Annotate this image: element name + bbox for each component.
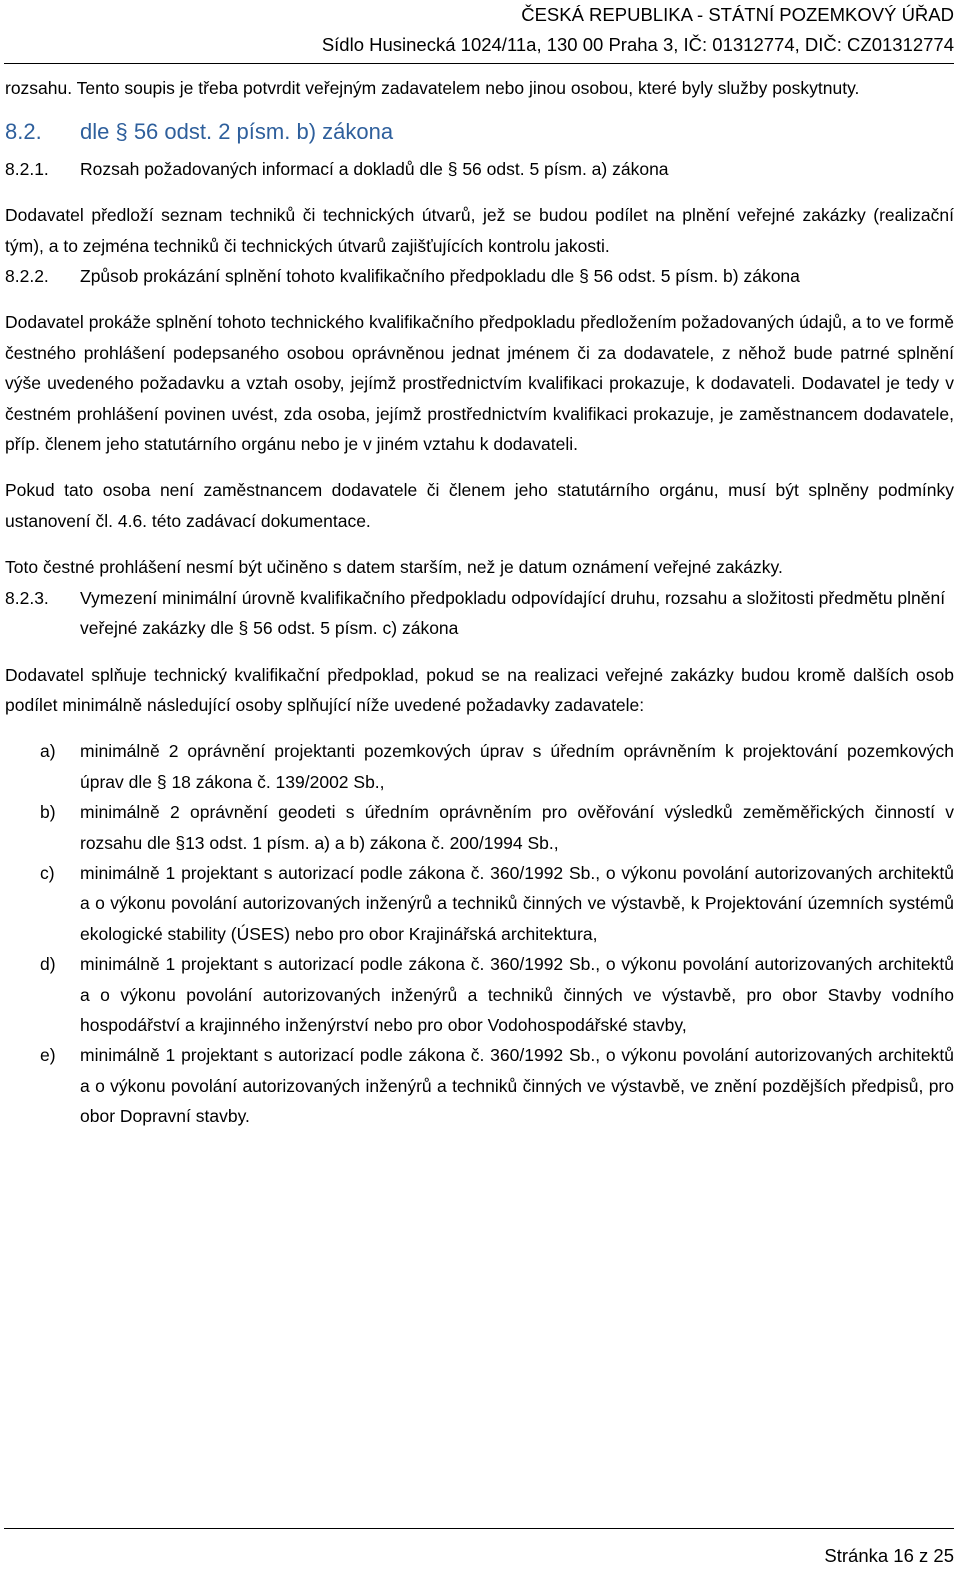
list-text: minimálně 1 projektant s autorizací podle zákona č. 360/1992 Sb., o výkonu povolání autorizovaných architektů a o výkonu povolání autorizovaných inženýrů a techniků činných ve výstavbě, ve znění pozdějších předpisů, pro obor Dopravní stavby. [80, 1045, 954, 1127]
list-label: a) [40, 741, 56, 762]
list-text: minimálně 2 oprávnění projektanti pozemkových úprav s úředním oprávněním k projektování pozemkových úprav dle § 18 zákona č. 139/2002 Sb., [80, 741, 954, 792]
requirements-list [5, 736, 954, 1131]
paragraph-8-2-2-b: Pokud tato osoba není zaměstnancem dodavatele či členem jeho statutárního orgánu, musí být splněny podmínky ustanovení čl. 4.6. této zadávací dokumentace. [5, 480, 954, 531]
heading-8-2-2 [5, 261, 954, 291]
list-item [5, 736, 954, 797]
paragraph-8-2-2-c: Toto čestné prohlášení nesmí být učiněno s datem starším, než je datum oznámení veřejné zakázky. [5, 557, 783, 578]
heading-text: dle § 56 odst. 2 písm. b) zákona [80, 119, 394, 145]
paragraph-8-2-2-a: Dodavatel prokáže splnění tohoto technického kvalifikačního předpokladu předložením požadovaných údajů, a to ve formě čestného prohlášení podepsaného osobou oprávněnou jednat jménem či za dodavatele, z něhož bude patrné splnění výše uvedeného požadavku a vztah osoby, jejímž prostřednictvím kvalifikaci prokazuje, k dodavateli. Dodavatel je tedy v čestném prohlášení povinen uvést, zda osoba, jejímž prostřednictvím kvalifikaci prokazuje, je zaměstnancem dodavatele, příp. členem jeho statutárního orgánu nebo je v jiném vztahu k dodavateli. [5, 312, 954, 455]
list-text: minimálně 2 oprávnění geodeti s úředním oprávněním pro ověřování výsledků zeměměřických činností v rozsahu dle §13 odst. 1 písm. a) a b) zákona č. 200/1994 Sb., [80, 802, 954, 853]
list-label: e) [40, 1045, 56, 1066]
heading-number: 8.2. [5, 119, 42, 145]
page-number: Stránka 16 z 25 [824, 1545, 954, 1566]
list-item [5, 1040, 954, 1131]
header-divider [4, 63, 954, 64]
list-item [5, 949, 954, 1040]
paragraph-intro: rozsahu. Tento soupis je třeba potvrdit veřejným zadavatelem nebo jinou osobou, které byly služby poskytnuty. [5, 78, 860, 98]
heading-number: 8.2.1. [5, 158, 49, 179]
list-label: c) [40, 862, 55, 883]
list-text: minimálně 1 projektant s autorizací podle zákona č. 360/1992 Sb., o výkonu povolání autorizovaných architektů a o výkonu povolání autorizovaných inženýrů a techniků činných ve výstavbě, pro obor Stavby vodního hospodářství a krajinného inženýrství nebo pro obor Vodohospodářské stavby, [80, 954, 954, 1035]
list-text: minimálně 1 projektant s autorizací podle zákona č. 360/1992 Sb., o výkonu povolání autorizovaných architektů a o výkonu povolání autorizovaných inženýrů a techniků činných ve výstavbě, k Projektování územních systémů ekologické stability (ÚSES) nebo pro obor Krajinářská architektura, [80, 862, 954, 944]
header-address: Sídlo Husinecká 1024/11a, 130 00 Praha 3, IČ: 01312774, DIČ: CZ01312774 [321, 34, 954, 55]
heading-8-2-3 [5, 583, 954, 644]
paragraph-8-2-3: Dodavatel splňuje technický kvalifikační předpoklad, pokud se na realizaci veřejné zakázky budou kromě dalších osob podílet minimálně následující osoby splňující níže uvedené požadavky zadavatele: [5, 664, 954, 715]
header-authority: ČESKÁ REPUBLIKA - STÁTNÍ POZEMKOVÝ ÚŘAD [521, 4, 954, 25]
list-label: b) [40, 802, 56, 823]
heading-8-2 [5, 117, 954, 147]
heading-8-2-1 [5, 154, 954, 184]
paragraph-8-2-1: Dodavatel předloží seznam techniků či technických útvarů, jež se budou podílet na plnění veřejné zakázky (realizační tým), a to zejména techniků či technických útvarů zajišťujících kontrolu jakosti. [5, 205, 954, 256]
document-body [5, 73, 954, 1132]
heading-number: 8.2.3. [5, 587, 49, 608]
heading-text: Způsob prokázání splnění tohoto kvalifikačního předpokladu dle § 56 odst. 5 písm. b) zákona [80, 266, 800, 287]
heading-number: 8.2.2. [5, 266, 49, 287]
page-header [322, 0, 954, 60]
list-item [5, 858, 954, 949]
footer-divider [4, 1528, 954, 1529]
heading-text: Rozsah požadovaných informací a dokladů dle § 56 odst. 5 písm. a) zákona [80, 158, 669, 179]
list-label: d) [40, 954, 56, 975]
list-item [5, 797, 954, 858]
heading-text: Vymezení minimální úrovně kvalifikačního předpokladu odpovídající druhu, rozsahu a složitosti předmětu plnění veřejné zakázky dle § 56 odst. 5 písm. c) zákona [80, 587, 946, 639]
